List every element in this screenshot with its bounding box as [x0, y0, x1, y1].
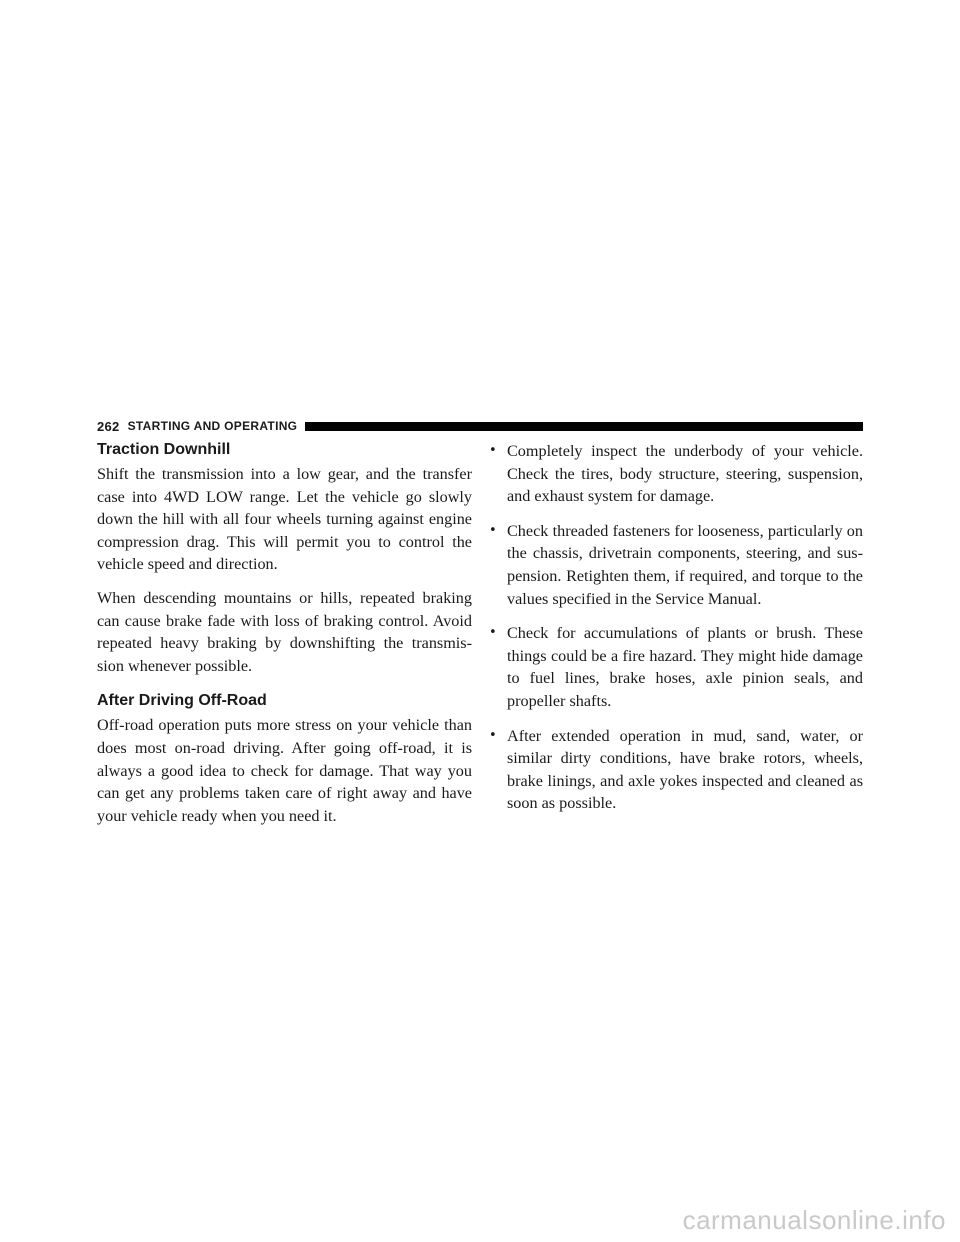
list-item — [489, 622, 863, 712]
list-item-text: Completely inspect the underbody of your vehicle. Check the tires, body structure, steering, suspension, and exhaust system for damage. — [507, 442, 863, 506]
paragraph-traction-downhill: Shift the transmission into a low gear, and the transfer case into 4WD LOW range. Let the vehicle go slowly down the hill with all four wheels turning against engine compression drag. This will permit you to control the vehicle speed and direction. — [97, 465, 472, 574]
paragraph-brake-fade: When descending mountains or hills, repeated braking can cause brake fade with loss of braking control. Avoid repeated heavy braking by downshifting the transmis-sion whenever possible. — [97, 588, 472, 675]
list-item — [489, 440, 863, 508]
inspection-bullet-list — [489, 440, 863, 815]
heading-traction-downhill: Traction Downhill — [97, 441, 231, 458]
header-rule — [305, 422, 863, 431]
paragraph-after-off-road: Off-road operation puts more stress on your vehicle than does most on-road driving. After going off-road, it is always a good idea to check for damage. That way you can get any problems taken care of right away and have your vehicle ready when you need it. — [97, 716, 472, 825]
bullet-icon: • — [489, 522, 497, 538]
heading-after-driving-off-road: After Driving Off-Road — [97, 692, 267, 710]
list-item — [489, 725, 863, 815]
watermark-text: carmanualsonline.info — [682, 1205, 946, 1235]
page-header — [97, 419, 863, 433]
bullet-icon: • — [489, 625, 497, 641]
list-item-text: After extended operation in mud, sand, water, or similar dirty conditions, have brake rotors, wheels, brake linings, and axle yokes inspected and cleaned as soon as possible. — [507, 726, 863, 813]
list-item — [489, 520, 863, 610]
bullet-icon: • — [489, 443, 497, 458]
list-item-text: Check for accumulations of plants or brush. These things could be a fire hazard. They might hide damage to fuel lines, brake hoses, axle pinion seals, and propeller shafts. — [507, 624, 863, 710]
left-column — [97, 440, 472, 838]
page-number: 262 — [97, 418, 120, 434]
right-column — [489, 440, 863, 827]
bullet-icon: • — [489, 727, 497, 743]
list-item-text: Check threaded fasteners for looseness, particularly on the chassis, drivetrain components, steering, and sus-pension. Retighten them, if required, and torque to the values specified in the Service Manual. — [507, 521, 863, 608]
section-title: STARTING AND OPERATING — [127, 419, 298, 433]
